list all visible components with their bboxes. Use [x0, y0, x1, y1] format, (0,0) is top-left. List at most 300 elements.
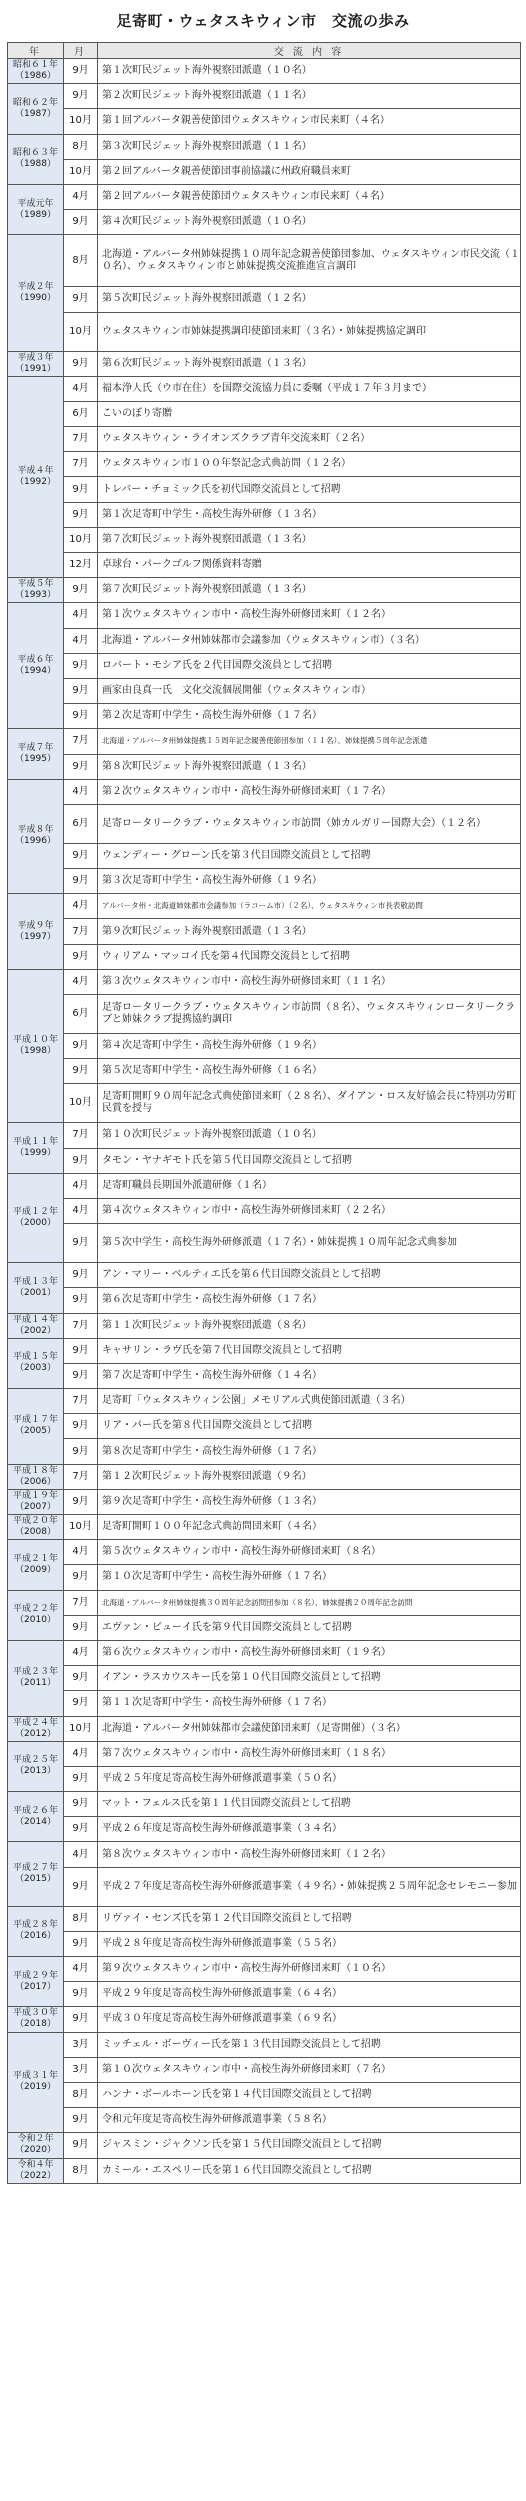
year-cell — [8, 235, 64, 351]
content-cell: 第５次足寄町中学生・高校生海外研修（１６名） — [98, 1059, 521, 1084]
year-cell — [8, 1540, 64, 1590]
content-cell: カミール・エスペリー氏を第１６代目国際交流員として招聘 — [98, 2158, 521, 2183]
content-cell: 第８次町民ジェット海外視察団派遣（１３名） — [98, 754, 521, 779]
content-cell: キャサリン・ラヴ氏を第７代目国際交流員として招聘 — [98, 1338, 521, 1363]
year-label: 昭和６３年 — [12, 148, 58, 159]
month-cell: 9月 — [64, 1817, 98, 1842]
month-cell: 7月 — [64, 1123, 98, 1148]
year-cell — [8, 1173, 64, 1262]
year-label: （1993） — [15, 590, 56, 601]
year-label: （2006） — [15, 1476, 56, 1487]
content-cell: 平成２９年度足寄高校生海外研修派遣事業（６４名） — [98, 1982, 521, 2007]
month-cell: 10月 — [64, 159, 98, 184]
month-cell: 12月 — [64, 553, 98, 578]
content-cell: 第３次町民ジェット海外視察団派遣（１１名） — [98, 134, 521, 159]
content-cell: ミッチェル・ボーヴィー氏を第１３代目国際交流員として招聘 — [98, 2032, 521, 2057]
content-cell: 第５次町民ジェット海外視察団派遣（１２名） — [98, 287, 521, 312]
content-cell: 第３次足寄町中学生・高校生海外研修（１９名） — [98, 869, 521, 894]
table-row — [8, 1842, 521, 1867]
year-cell — [8, 351, 64, 376]
content-cell: 平成３０年度足寄高校生海外研修派遣事業（６９名） — [98, 2007, 521, 2032]
year-label: 平成７年 — [17, 743, 54, 753]
table-row — [8, 502, 521, 527]
year-label: 平成２９年 — [12, 1970, 58, 1981]
table-row — [8, 210, 521, 235]
year-cell — [8, 1741, 64, 1791]
month-cell: 9月 — [64, 502, 98, 527]
content-cell: 令和元年度足寄高校生海外研修派遣事業（５８名） — [98, 2108, 521, 2133]
content-cell: トレバー・チョミック氏を初代国際交流員として招聘 — [98, 477, 521, 502]
year-cell — [8, 603, 64, 729]
year-label: （2000） — [15, 1217, 56, 1228]
year-label: 平成１５年 — [12, 1352, 58, 1363]
table-row — [8, 1515, 521, 1540]
year-label: 令和２年 — [17, 2134, 54, 2145]
year-cell — [8, 2158, 64, 2183]
content-cell: 北海道・アルバータ州姉妹提携３０周年記念訪問団参加（８名）、姉妹提携２０周年記念訪問 — [98, 1590, 521, 1615]
year-label: 平成１０年 — [12, 1035, 58, 1046]
year-cell — [8, 59, 64, 84]
table-row — [8, 603, 521, 628]
year-label: （1994） — [15, 665, 56, 676]
content-cell: 第７次町民ジェット海外視察団派遣（１３名） — [98, 578, 521, 603]
year-label: 平成３０年 — [12, 2008, 58, 2019]
month-cell: 9月 — [64, 351, 98, 376]
month-cell: 6月 — [64, 995, 98, 1034]
table-row — [8, 1313, 521, 1338]
month-cell: 3月 — [64, 2057, 98, 2082]
table-row — [8, 1123, 521, 1148]
year-label: 平成１４年 — [12, 1314, 58, 1325]
year-label: （2012） — [15, 1728, 56, 1739]
year-label: 平成１８年 — [12, 1465, 58, 1476]
year-label: 平成２３年 — [12, 1667, 58, 1678]
month-cell: 9月 — [64, 944, 98, 969]
table-row — [8, 1565, 521, 1590]
year-cell — [8, 376, 64, 578]
content-cell: マット・フェルス氏を第１１代目国際交流員として招聘 — [98, 1792, 521, 1817]
year-cell — [8, 578, 64, 603]
table-row — [8, 452, 521, 477]
month-cell: 9月 — [64, 2007, 98, 2032]
month-cell: 10月 — [64, 527, 98, 552]
content-cell: イアン・ラスカウスキー氏を第１０代目国際交流員として招聘 — [98, 1666, 521, 1691]
month-cell: 10月 — [64, 109, 98, 134]
year-label: （1995） — [15, 754, 56, 764]
content-cell: 第７次ウェタスキウィン市中・高校生海外研修団来町（１８名） — [98, 1741, 521, 1766]
table-row — [8, 1957, 521, 1982]
month-cell: 9月 — [64, 869, 98, 894]
content-cell: 第１次ウェタスキウィン市中・高校生海外研修団来町（１２名） — [98, 603, 521, 628]
month-cell: 4月 — [64, 1741, 98, 1766]
month-cell: 10月 — [64, 1084, 98, 1123]
year-label: 平成２７年 — [12, 1863, 58, 1874]
content-cell: 北海道・アルバータ州姉妹提携１０周年記念親善使節団参加、ウェタスキウィン市民交流（１０名）、ウェタスキウィン市と姉妹提携交流推進宣言調印 — [98, 235, 521, 287]
table-row — [8, 235, 521, 287]
month-cell: 4月 — [64, 1173, 98, 1198]
year-label: （2017） — [15, 1981, 56, 1992]
table-row — [8, 2007, 521, 2032]
table-row — [8, 1148, 521, 1173]
year-cell — [8, 969, 64, 1123]
year-label: （1990） — [15, 292, 56, 303]
year-label: 平成９年 — [17, 920, 54, 931]
table-row — [8, 1741, 521, 1766]
year-label: （1991） — [15, 363, 56, 374]
month-cell: 7月 — [64, 1313, 98, 1338]
table-row — [8, 919, 521, 944]
year-cell — [8, 1515, 64, 1540]
year-cell — [8, 134, 64, 184]
content-cell: 足寄ロータリークラブ・ウェタスキウィン市訪問（８名）、ウェタスキウィンロータリークラブと姉妹クラブ提携協約調印 — [98, 995, 521, 1034]
year-label: （1988） — [15, 159, 56, 170]
month-cell: 9月 — [64, 84, 98, 109]
month-cell: 4月 — [64, 376, 98, 401]
content-cell: 第９次町民ジェット海外視察団派遣（１３名） — [98, 919, 521, 944]
table-row — [8, 1224, 521, 1263]
month-cell: 9月 — [64, 1666, 98, 1691]
table-row — [8, 1867, 521, 1906]
table-row — [8, 628, 521, 653]
content-cell: 第４次足寄町中学生・高校生海外研修（１９名） — [98, 1034, 521, 1059]
year-label: （2002） — [15, 1325, 56, 1336]
content-cell: 第２次町民ジェット海外視察団派遣（１１名） — [98, 84, 521, 109]
content-cell: 第４次町民ジェット海外視察団派遣（１０名） — [98, 210, 521, 235]
table-row — [8, 84, 521, 109]
year-label: 平成１９年 — [12, 1490, 58, 1501]
content-cell: 北海道・アルバータ州姉妹都市会議使節団来町（足寄開催）（３名） — [98, 1716, 521, 1741]
month-cell: 4月 — [64, 184, 98, 209]
table-row — [8, 401, 521, 426]
content-cell: 卓球台・パークゴルフ関係資料寄贈 — [98, 553, 521, 578]
month-cell: 9月 — [64, 1288, 98, 1313]
content-cell: ウィリアム・マッコイ氏を第４代国際交流員として招聘 — [98, 944, 521, 969]
year-label: 平成２２年 — [12, 1604, 58, 1615]
month-cell: 9月 — [64, 1439, 98, 1464]
year-cell — [8, 1640, 64, 1716]
month-cell: 9月 — [64, 2108, 98, 2133]
month-cell: 4月 — [64, 894, 98, 919]
content-cell: ロバート・モシア氏を２代目国際交流員として招聘 — [98, 653, 521, 678]
year-label: 平成３１年 — [12, 2071, 58, 2082]
year-cell — [8, 1338, 64, 1388]
table-row — [8, 1640, 521, 1665]
table-row — [8, 2032, 521, 2057]
table-row — [8, 1363, 521, 1388]
month-cell: 9月 — [64, 287, 98, 312]
month-cell: 4月 — [64, 1640, 98, 1665]
year-label: （2008） — [15, 1527, 56, 1538]
month-cell: 4月 — [64, 779, 98, 804]
year-label: 平成２４年 — [12, 1717, 58, 1728]
year-label: 平成２０年 — [12, 1516, 58, 1527]
month-cell: 10月 — [64, 1515, 98, 1540]
year-label: （2015） — [15, 1874, 56, 1885]
table-row — [8, 779, 521, 804]
year-label: 平成６年 — [17, 654, 54, 665]
content-cell: 福本浄人氏（ウ市在住）を国際交流協力員に委嘱（平成１７年３月まで） — [98, 376, 521, 401]
month-cell: 6月 — [64, 804, 98, 843]
month-cell: 6月 — [64, 401, 98, 426]
month-cell: 9月 — [64, 1766, 98, 1791]
content-cell: 第６次ウェタスキウィン市中・高校生海外研修団来町（１９名） — [98, 1640, 521, 1665]
table-row — [8, 427, 521, 452]
content-cell: ウェタスキウィン・ライオンズクラブ青年交流来町（２名） — [98, 427, 521, 452]
table-row — [8, 477, 521, 502]
content-cell: 平成２７年度足寄高校生海外研修派遣事業（４９名）・姉妹提携２５周年記念セレモニー参加 — [98, 1867, 521, 1906]
month-cell: 9月 — [64, 1414, 98, 1439]
year-cell — [8, 779, 64, 894]
month-cell: 3月 — [64, 2032, 98, 2057]
content-cell: 第８次ウェタスキウィン市中・高校生海外研修団来町（１２名） — [98, 1842, 521, 1867]
content-cell: 第１１次足寄町中学生・高校生海外研修（１７名） — [98, 1691, 521, 1716]
year-label: 平成２年 — [17, 281, 54, 292]
month-cell: 7月 — [64, 1464, 98, 1489]
content-cell: リア・パー氏を第８代目国際交流員として招聘 — [98, 1414, 521, 1439]
month-cell: 9月 — [64, 1565, 98, 1590]
year-label: （2009） — [15, 1564, 56, 1575]
table-row — [8, 1931, 521, 1956]
content-cell: 足寄町職員長期国外派遣研修（１名） — [98, 1173, 521, 1198]
year-label: 平成１７年 — [12, 1415, 58, 1426]
content-cell: 足寄町開町１００年記念式典訪問団来町（４名） — [98, 1515, 521, 1540]
year-cell — [8, 1123, 64, 1173]
header-year: 年 — [8, 43, 64, 59]
year-label: （2003） — [15, 1363, 56, 1374]
table-row — [8, 894, 521, 919]
content-cell: 第１０次足寄町中学生・高校生海外研修（１７名） — [98, 1565, 521, 1590]
table-row — [8, 995, 521, 1034]
content-cell: 第１０次町民ジェット海外視察団派遣（１０名） — [98, 1123, 521, 1148]
table-row — [8, 1414, 521, 1439]
table-row — [8, 1198, 521, 1223]
table-row — [8, 2158, 521, 2183]
table-row — [8, 1666, 521, 1691]
month-cell: 4月 — [64, 628, 98, 653]
table-row — [8, 578, 521, 603]
content-cell: 第１２次町民ジェット海外視察団派遣（９名） — [98, 1464, 521, 1489]
month-cell: 4月 — [64, 969, 98, 994]
month-cell: 9月 — [64, 843, 98, 868]
month-cell: 9月 — [64, 1059, 98, 1084]
table-row — [8, 729, 521, 754]
year-label: （1987） — [15, 108, 56, 119]
month-cell: 9月 — [64, 1148, 98, 1173]
month-cell: 4月 — [64, 603, 98, 628]
year-cell — [8, 1464, 64, 1489]
year-label: （2019） — [15, 2082, 56, 2093]
year-cell — [8, 1263, 64, 1313]
month-cell: 9月 — [64, 1263, 98, 1288]
exchange-history-table — [7, 42, 521, 2184]
content-cell: ウェタスキウィン市姉妹提携調印使節団来町（３名）・姉妹提携協定調印 — [98, 312, 521, 351]
month-cell: 9月 — [64, 210, 98, 235]
content-cell: 第７次足寄町中学生・高校生海外研修（１４名） — [98, 1363, 521, 1388]
table-row — [8, 1792, 521, 1817]
month-cell: 9月 — [64, 1338, 98, 1363]
month-cell: 9月 — [64, 1867, 98, 1906]
table-header-row — [8, 43, 521, 59]
year-cell — [8, 184, 64, 234]
table-row — [8, 1059, 521, 1084]
table-row — [8, 1084, 521, 1123]
year-label: 昭和６２年 — [12, 97, 58, 108]
month-cell: 9月 — [64, 1034, 98, 1059]
table-row — [8, 2108, 521, 2133]
month-cell: 7月 — [64, 919, 98, 944]
content-cell: 第２次足寄町中学生・高校生海外研修（１７名） — [98, 704, 521, 729]
month-cell: 9月 — [64, 1792, 98, 1817]
content-cell: アン・マリー・ベルティエ氏を第６代目国際交流員として招聘 — [98, 1263, 521, 1288]
table-row — [8, 1263, 521, 1288]
table-row — [8, 2133, 521, 2158]
year-cell — [8, 1313, 64, 1338]
month-cell: 9月 — [64, 59, 98, 84]
month-cell: 4月 — [64, 1957, 98, 1982]
table-row — [8, 1464, 521, 1489]
table-row — [8, 969, 521, 994]
content-cell: 北海道・アルバータ州姉妹提携１５周年記念親善使節団参加（１１名）、姉妹提携５周年記念派遣 — [98, 729, 521, 754]
header-month: 月 — [64, 43, 98, 59]
table-row — [8, 1906, 521, 1931]
table-row — [8, 944, 521, 969]
year-cell — [8, 1957, 64, 2007]
year-label: （1989） — [15, 209, 56, 220]
month-cell: 8月 — [64, 1906, 98, 1931]
content-cell: 第６次足寄町中学生・高校生海外研修（１７名） — [98, 1288, 521, 1313]
year-cell — [8, 1590, 64, 1640]
table-row — [8, 1173, 521, 1198]
table-row — [8, 704, 521, 729]
table-row — [8, 159, 521, 184]
table-row — [8, 1982, 521, 2007]
table-row — [8, 1590, 521, 1615]
year-label: 平成１１年 — [12, 1137, 58, 1148]
content-cell: 第７次町民ジェット海外視察団派遣（１３名） — [98, 527, 521, 552]
table-row — [8, 1540, 521, 1565]
year-label: （1999） — [15, 1148, 56, 1159]
month-cell: 7月 — [64, 1590, 98, 1615]
year-label: 平成３年 — [17, 352, 54, 363]
month-cell: 9月 — [64, 1931, 98, 1956]
month-cell: 10月 — [64, 1716, 98, 1741]
year-label: （2018） — [15, 2019, 56, 2030]
table-row — [8, 351, 521, 376]
year-label: 平成元年 — [17, 198, 54, 209]
month-cell: 7月 — [64, 452, 98, 477]
year-label: 平成２５年 — [12, 1755, 58, 1766]
content-cell: 第５次中学生・高校生海外研修派遣（１７名）・姉妹提携１０周年記念式典参加 — [98, 1224, 521, 1263]
year-label: 平成１２年 — [12, 1206, 58, 1217]
content-cell: 足寄ロータリークラブ・ウェタスキウィン市訪問（姉カルガリー国際大会）（１２名） — [98, 804, 521, 843]
month-cell: 9月 — [64, 477, 98, 502]
month-cell: 9月 — [64, 678, 98, 703]
year-label: （2022） — [15, 2170, 56, 2181]
year-label: 昭和６１年 — [12, 60, 58, 71]
table-row — [8, 678, 521, 703]
year-label: （2014） — [15, 1816, 56, 1827]
content-cell: 画家由良真一氏 文化交流個展開催（ウェタスキウィン市） — [98, 678, 521, 703]
content-cell: ウェタスキウィン市１００年祭記念式典訪問（１２名） — [98, 452, 521, 477]
year-label: （2010） — [15, 1615, 56, 1626]
table-row — [8, 1817, 521, 1842]
year-label: 平成４年 — [17, 465, 54, 476]
content-cell: 第９次ウェタスキウィン市中・高校生海外研修団来町（１０名） — [98, 1957, 521, 1982]
table-row — [8, 1288, 521, 1313]
table-body — [8, 59, 521, 2184]
table-row — [8, 1489, 521, 1514]
month-cell: 9月 — [64, 653, 98, 678]
table-row — [8, 1691, 521, 1716]
content-cell: 足寄町「ウェタスキウィン公園」メモリアル式典使節団派遣（３名） — [98, 1389, 521, 1414]
content-cell: 第５次ウェタスキウィン市中・高校生海外研修団来町（８名） — [98, 1540, 521, 1565]
year-label: 令和４年 — [17, 2159, 54, 2170]
year-label: （1996） — [15, 836, 56, 847]
table-row — [8, 1766, 521, 1791]
table-row — [8, 287, 521, 312]
content-cell: ハンナ・ボールホーン氏を第１４代目国際交流員として招聘 — [98, 2082, 521, 2107]
year-cell — [8, 1716, 64, 1741]
year-cell — [8, 2007, 64, 2032]
year-label: （2016） — [15, 1931, 56, 1942]
table-row — [8, 1716, 521, 1741]
content-cell: 第４次ウェタスキウィン市中・高校生海外研修団来町（２２名） — [98, 1198, 521, 1223]
content-cell: 平成２６年度足寄高校生海外研修派遣事業（３４名） — [98, 1817, 521, 1842]
month-cell: 7月 — [64, 427, 98, 452]
month-cell: 8月 — [64, 134, 98, 159]
year-cell — [8, 1792, 64, 1842]
content-cell: タモン・ヤナギモト氏を第５代目国際交流員として招聘 — [98, 1148, 521, 1173]
header-content: 交 流 内 容 — [98, 43, 521, 59]
month-cell: 9月 — [64, 2133, 98, 2158]
month-cell: 9月 — [64, 754, 98, 779]
year-cell — [8, 1842, 64, 1906]
year-cell — [8, 2032, 64, 2133]
table-row — [8, 1338, 521, 1363]
content-cell: 第１回アルバータ親善使節団ウェタスキウィン市民来町（４名） — [98, 109, 521, 134]
content-cell: 平成２８年度足寄高校生海外研修派遣事業（５５名） — [98, 1931, 521, 1956]
month-cell: 9月 — [64, 578, 98, 603]
year-label: （2005） — [15, 1426, 56, 1437]
content-cell: 第６次町民ジェット海外視察団派遣（１３名） — [98, 351, 521, 376]
content-cell: 第８次足寄町中学生・高校生海外研修（１７名） — [98, 1439, 521, 1464]
table-row — [8, 2082, 521, 2107]
month-cell: 4月 — [64, 1842, 98, 1867]
month-cell: 7月 — [64, 1389, 98, 1414]
month-cell: 9月 — [64, 704, 98, 729]
month-cell: 9月 — [64, 1691, 98, 1716]
year-label: （1986） — [15, 71, 56, 82]
year-label: 平成５年 — [17, 579, 54, 590]
content-cell: リヴァイ・センズ氏を第１２代目国際交流員として招聘 — [98, 1906, 521, 1931]
table-row — [8, 1439, 521, 1464]
month-cell: 9月 — [64, 1224, 98, 1263]
content-cell: 第２回アルバータ親善使節団事前協議に州政府職員来町 — [98, 159, 521, 184]
content-cell: こいのぼり寄贈 — [98, 401, 521, 426]
year-label: 平成２８年 — [12, 1920, 58, 1931]
table-row — [8, 59, 521, 84]
year-cell — [8, 1389, 64, 1465]
content-cell: 第２次ウェタスキウィン市中・高校生海外研修団来町（１７名） — [98, 779, 521, 804]
year-label: 平成１３年 — [12, 1276, 58, 1287]
content-cell: アルバータ州・北海道姉妹都市会議参加（ラコーム市）（２名）、ウェタスキウィン市長表敬訪問 — [98, 894, 521, 919]
content-cell: 第１０次ウェタスキウィン市中・高校生海外研修団来町（７名） — [98, 2057, 521, 2082]
month-cell: 9月 — [64, 1982, 98, 2007]
year-label: 平成８年 — [17, 825, 54, 836]
table-row — [8, 2057, 521, 2082]
content-cell: 北海道・アルバータ州姉妹都市会議参加（ウェタスキウィン市）（３名） — [98, 628, 521, 653]
table-row — [8, 869, 521, 894]
